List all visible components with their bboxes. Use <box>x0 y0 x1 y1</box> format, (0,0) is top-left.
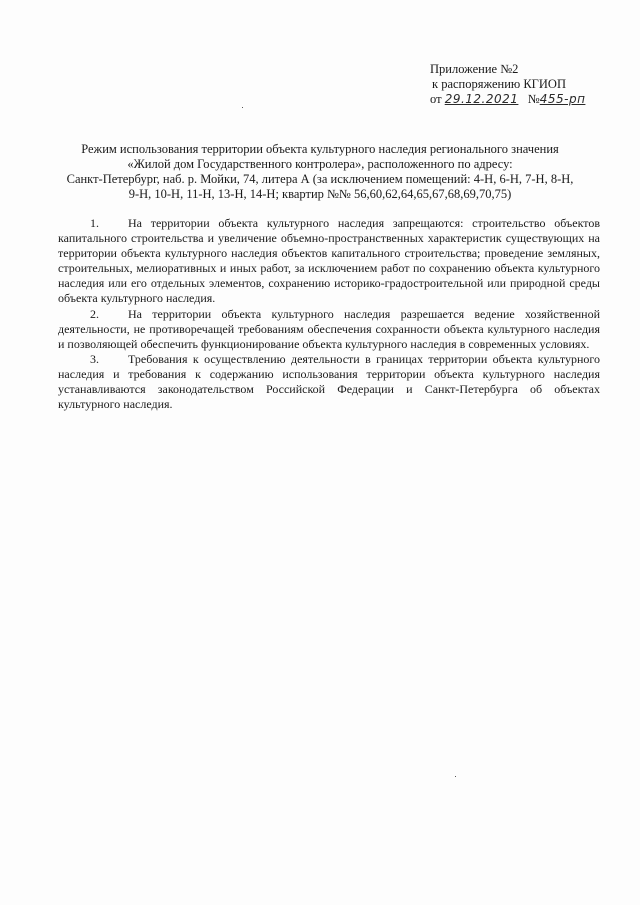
title-line: «Жилой дом Государственного контролера», расположенного по адресу: <box>127 157 513 171</box>
appendix-title: Приложение №2 <box>430 62 519 76</box>
document-title <box>40 142 600 202</box>
paragraph-text: Требования к осуществлению деятельности в границах территории объекта культурного наследия и требования к содержанию использования территории объекта культурного наследия устанавливаются законодательством Российской Федерации и Санкт-Петербурга об объектах культурного наследия. <box>58 351 600 412</box>
paragraph-number: 1. <box>90 216 99 230</box>
paragraph-number: 3. <box>90 351 99 366</box>
date-prefix: от <box>430 92 442 106</box>
title-line: Режим использования территории объекта культурного наследия регионального значения <box>81 142 559 156</box>
paragraph-number: 2. <box>90 306 99 321</box>
handwritten-date: 29.12.2021 <box>444 92 519 106</box>
appendix-reference: к распоряжению КГИОП <box>432 77 566 91</box>
document-body <box>58 216 600 412</box>
paragraph <box>58 352 600 412</box>
appendix-header <box>430 62 585 107</box>
paragraph-text: На территории объекта культурного наследия разрешается ведение хозяйственной деятельности, не противоречащей требованиям обеспечения сохранности объекта культурного наследия и позволяющей обеспечить функционирование объекта культурного наследия в современных условиях. <box>58 306 600 351</box>
appendix-date-line <box>430 92 585 107</box>
number-prefix: № <box>527 92 540 106</box>
scan-speck <box>455 776 456 777</box>
title-line: Санкт-Петербург, наб. р. Мойки, 74, литера А (за исключением помещений: 4-Н, 6-Н, 7-Н, 8-Н, <box>66 172 574 186</box>
title-line: 9-Н, 10-Н, 11-Н, 13-Н, 14-Н; квартир №№ 56,60,62,64,65,67,68,69,70,75) <box>128 187 512 201</box>
paragraph <box>58 216 600 307</box>
handwritten-number: 455-рп <box>539 92 586 106</box>
paragraph-text: На территории объекта культурного наследия запрещаются: строительство объектов капитального строительства и увеличение объемно-пространственных характеристик существующих на территории объекта культурного наследия объектов капитального строительства; проведение земляных, строительных, мелиоративных и иных работ, за исключением работ по сохранению объекта культурного наследия или его отдельных элементов, сохранению историко-градостроительной или природной среды объекта культурного наследия. <box>58 216 600 306</box>
scan-speck <box>242 107 243 108</box>
paragraph <box>58 307 600 352</box>
